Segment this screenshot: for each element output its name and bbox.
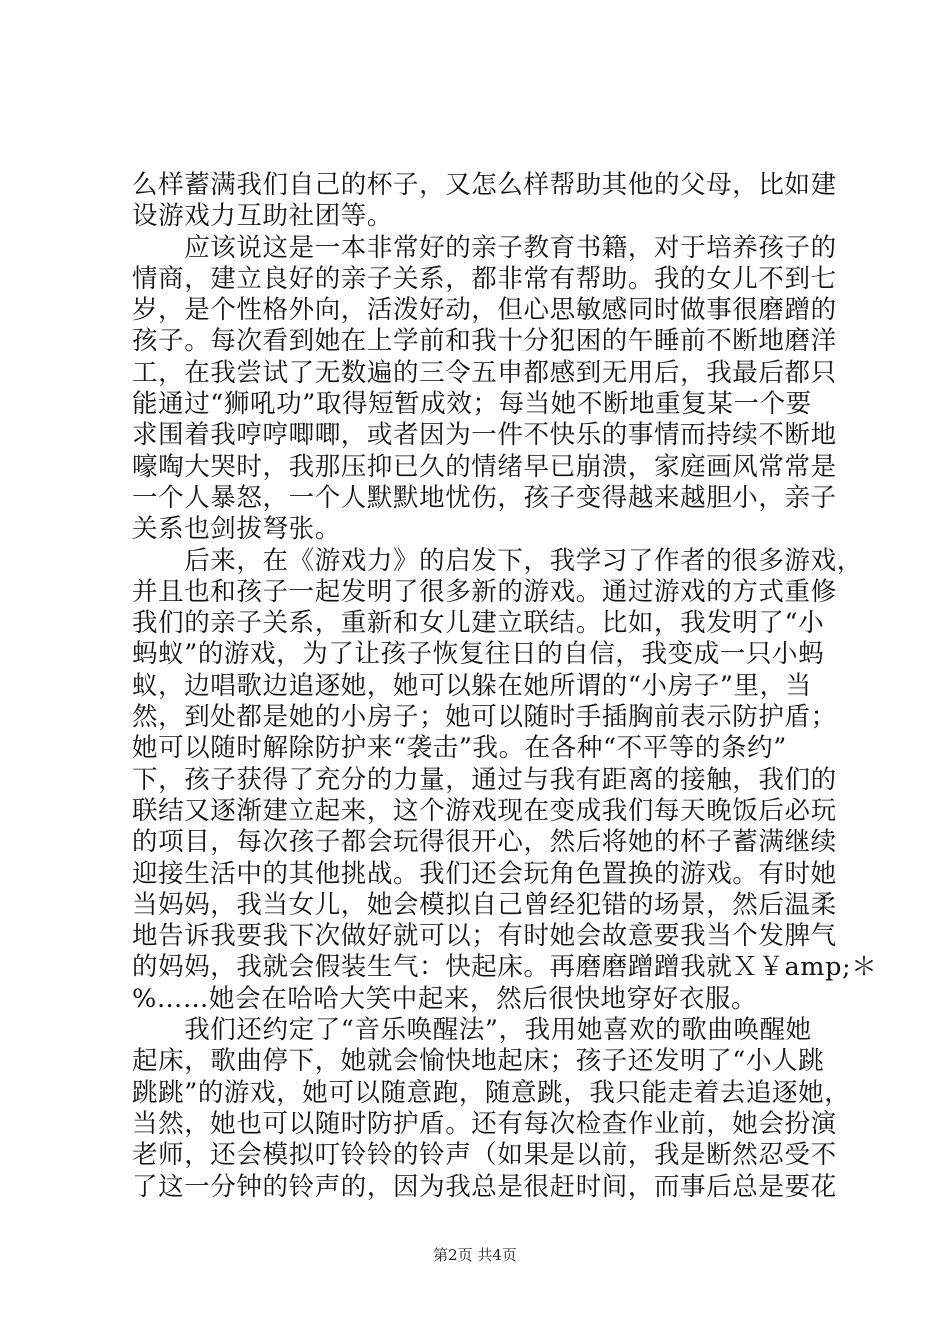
text-line: 岁，是个性格外向，活泼好动，但心思敏感同时做事很磨蹭的 <box>132 295 837 326</box>
text-line: 我们还约定了“音乐唤醒法”，我用她喜欢的歌曲唤醒她 <box>132 1015 812 1046</box>
text-line: 情商，建立良好的亲子关系，都非常有帮助。我的女儿不到七 <box>132 263 837 294</box>
text-line: 么样蓄满我们自己的杯子，又怎么样帮助其他的父母，比如建 <box>132 170 837 200</box>
page-footer: 第2页 共4页 <box>433 1246 517 1264</box>
text-line: 然，到处都是她的小房子；她可以随时手插胸前表示防护盾； <box>132 702 837 733</box>
text-line: 关系也剑拔弩张。 <box>132 514 341 545</box>
text-line: 起床，歌曲停下，她就会愉快地起床；孩子还发明了“小人跳 <box>132 1046 825 1077</box>
text-line: 下，孩子获得了充分的力量，通过与我有距离的接触，我们的 <box>132 764 837 795</box>
text-line: 老师，还会模拟叮铃铃的铃声（如果是以前，我是断然忍受不 <box>132 1140 837 1171</box>
text-line: 蚁，边唱歌边追逐她，她可以躲在她所谓的“小房子”里，当 <box>132 670 812 701</box>
text-line: 工，在我尝试了无数遍的三令五申都感到无用后，我最后都只 <box>132 357 837 388</box>
text-line: 联结又逐渐建立起来，这个游戏现在变成我们每天晚饭后必玩 <box>132 795 837 826</box>
text-line: 了这一分钟的铃声的，因为我总是很赶时间，而事后总是要花 <box>132 1171 837 1202</box>
text-line: 地告诉我要我下次做好就可以；有时她会故意要我当个发脾气 <box>132 921 837 952</box>
text-line: %……她会在哈哈大笑中起来，然后很快地穿好衣服。 <box>132 983 758 1014</box>
text-line: 设游戏力互助社团等。 <box>132 201 394 232</box>
text-line: 孩子。每次看到她在上学前和我十分犯困的午睡前不断地磨洋 <box>132 326 837 357</box>
text-line: 她可以随时解除防护来“袭击”我。在各种“不平等的条约” <box>132 733 787 764</box>
text-line: 当然，她也可以随时防护盾。还有每次检查作业前，她会扮演 <box>132 1108 837 1139</box>
text-line: 后来，在《游戏力》的启发下，我学习了作者的很多游戏， <box>132 545 863 576</box>
text-line: 蚂蚁”的游戏，为了让孩子恢复往日的自信，我变成一只小蚂 <box>132 639 825 670</box>
text-line: 一个人暴怒，一个人默默地忧伤，孩子变得越来越胆小，亲子 <box>132 482 837 513</box>
text-line: 的项目，每次孩子都会玩得很开心，然后将她的杯子蓄满继续 <box>132 827 837 858</box>
text-line: 应该说这是一本非常好的亲子教育书籍，对于培养孩子的 <box>132 232 837 263</box>
text-line: 求围着我哼哼唧唧，或者因为一件不快乐的事情而持续不断地 <box>132 420 837 451</box>
text-line: 跳跳”的游戏，她可以随意跑，随意跳，我只能走着去追逐她， <box>132 1077 851 1108</box>
text-line: 的妈妈，我就会假装生气：快起床。再磨磨蹭蹭我就Ｘ￥amp;＊ <box>132 952 878 983</box>
text-line: 我们的亲子关系，重新和女儿建立联结。比如，我发明了“小 <box>132 608 825 639</box>
text-line: 迎接生活中的其他挑战。我们还会玩角色置换的游戏。有时她 <box>132 858 837 889</box>
text-line: 并且也和孩子一起发明了很多新的游戏。通过游戏的方式重修 <box>132 576 837 607</box>
body-text <box>132 170 878 1203</box>
text-line: 能通过“狮吼功”取得短暂成效；每当她不断地重复某一个要 <box>132 389 812 420</box>
text-line: 当妈妈，我当女儿，她会模拟自己曾经犯错的场景，然后温柔 <box>132 889 837 920</box>
text-line: 嚎啕大哭时，我那压抑已久的情绪早已崩溃，家庭画风常常是 <box>132 451 837 482</box>
